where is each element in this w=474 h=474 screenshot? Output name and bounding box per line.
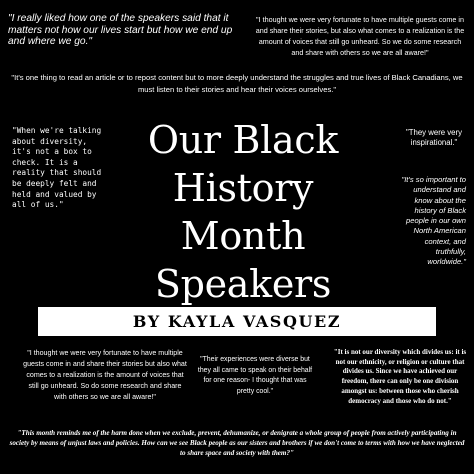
- page-title: Our Black History Month Speakers: [147, 118, 339, 306]
- quote-bottom-center: "Their experiences were diverse but they all came to speak on their behalf for one reason- I thought that was pretty cool.": [197, 356, 313, 395]
- quote-right-middle: "It's so important to understand and know about the history of Black people in our own North American context, and truthfully, worldwide.": [401, 175, 466, 267]
- byline-banner: BY KAYLA VASQUEZ: [38, 307, 436, 336]
- quote-right-top: "They were very inspirational.": [405, 128, 463, 147]
- quote-top-left: "I really liked how one of the speakers said that it matters not how our lives start but how we end up and where we go.": [8, 13, 233, 47]
- quote-wide: "It's one thing to read an article or to repost content but to more deeply understand the struggles and true lives of Black Canadians, we must listen to their stories and hear their voices ourselves.": [11, 73, 463, 94]
- quote-footer: "This month reminds me of the harm done when we exclude, prevent, dehumanize, or denigrate a whole group of people from actively participating in society by means of unjust laws and policies. How can we see Black people as our sisters and brothers if we don't come to terms with how we have neglected to share space and society with them?": [9, 429, 465, 457]
- quote-top-right: "I thought we were very fortunate to have multiple guests come in and share their stories, but also what comes to a realization is the amount of voices that still go unheard. So we do some research and share with others so we are all aware!": [255, 15, 465, 57]
- quote-bottom-left: "I thought we were very fortunate to have multiple guests come in and share their stories but also what comes to a realization is the amount of voices that still go unheard. So do some research and share with others so we are all aware!": [23, 349, 187, 401]
- quote-left: "When we're talking about diversity, it's not a box to check. It is a reality that should be deeply felt and held and valued by all of us.": [12, 126, 102, 210]
- quote-bottom-right: "It is not our diversity which divides us: it is not our ethnicity, or religion or culture that divides us. Since we have achieved our freedom, there can only be one division amongst us: between those who cherish democracy and those who do not.": [333, 348, 467, 405]
